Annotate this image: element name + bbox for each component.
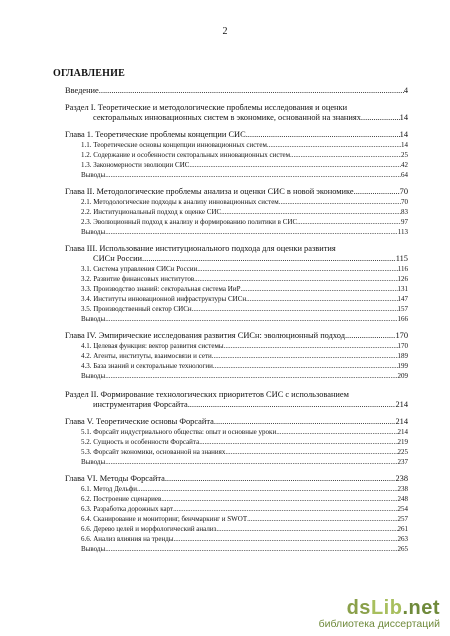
dslib-logo: dsLib.net библиотека диссертаций bbox=[318, 597, 440, 630]
toc-subentry[interactable]: Выводы ..... 64 bbox=[65, 170, 408, 180]
toc-subentry[interactable]: 6.2. Построение сценариев ..... 248 bbox=[65, 494, 408, 504]
toc-subentry[interactable]: 2.3. Эволюционный подход к анализу и формированию политики в СИС ..... 97 bbox=[65, 217, 408, 227]
toc-entry-section-2[interactable]: инструментария Форсайта ..... 214 bbox=[65, 400, 408, 410]
toc-subentry[interactable]: 3.5. Производственный сектор СИСн ..... 157 bbox=[65, 304, 408, 314]
toc-entry-ch1[interactable]: Глава 1. Теоретические проблемы концепции СИС ..... 14 bbox=[65, 130, 408, 140]
toc-entry-section-1[interactable]: секторальных инновационных систем в экономике, основанной на знаниях ..... 14 bbox=[65, 113, 408, 123]
toc-subentry[interactable]: 4.1. Целевая функция: вектор развития системы ..... 170 bbox=[65, 341, 408, 351]
toc-subentry[interactable]: 6.1. Метод Дельфи ..... 238 bbox=[65, 484, 408, 494]
chapter-4 bbox=[65, 331, 408, 381]
page-number: 2 bbox=[222, 26, 228, 37]
toc-subentry[interactable]: Выводы ..... 265 bbox=[65, 544, 408, 554]
toc-subentry[interactable]: 3.3. Производство знаний: секторальная система ИиР ..... 131 bbox=[65, 284, 408, 294]
toc-subentry[interactable]: 6.6. Анализ влияния на тренды ..... 263 bbox=[65, 534, 408, 544]
section-2-title: Раздел II. Формирование технологических приоритетов СИС с использованием bbox=[65, 390, 349, 399]
toc-entry-ch5[interactable]: Глава V. Теоретические основы Форсайта ..... 214 bbox=[65, 417, 408, 427]
toc-subentry[interactable]: 5.3. Форсайт экономики, основанной на знаниях ..... 225 bbox=[65, 447, 408, 457]
toc-subentry[interactable]: 5.1. Форсайт индустриального общества: опыт и основные уроки ..... 214 bbox=[65, 427, 408, 437]
logo-subtitle: библиотека диссертаций bbox=[318, 618, 440, 630]
toc-subentry[interactable]: 5.2. Сущность и особенности Форсайта ..... 219 bbox=[65, 437, 408, 447]
toc-heading: ОГЛАВЛЕНИЕ bbox=[53, 68, 125, 79]
toc-entry-intro[interactable]: Введение ..... 4 bbox=[65, 86, 408, 96]
toc-subentry[interactable]: 4.3. База знаний и секторальные технологии ..... 199 bbox=[65, 361, 408, 371]
toc-subentry[interactable]: 1.1. Теоретические основы концепции инновационных систем ..... 14 bbox=[65, 140, 408, 150]
toc-subentry[interactable]: 1.2. Содержание и особенности секторальных инновационных систем ..... 25 bbox=[65, 150, 408, 160]
chapter-2 bbox=[65, 187, 408, 237]
toc-subentry[interactable]: 6.6. Дерево целей и морфологический анализ ..... 261 bbox=[65, 524, 408, 534]
chapter-1 bbox=[65, 130, 408, 180]
chapter-3 bbox=[65, 244, 408, 324]
toc-subentry[interactable]: Выводы ..... 209 bbox=[65, 371, 408, 381]
toc-subentry[interactable]: 2.1. Методологические подходы к анализу инновационных систем ..... 70 bbox=[65, 197, 408, 207]
toc-entry-ch2[interactable]: Глава II. Методологические проблемы анализа и оценки СИС в новой экономике ..... 70 bbox=[65, 187, 408, 197]
toc-entry-chapter-3[interactable]: СИСн России ..... 115 bbox=[65, 254, 408, 264]
chapter-6 bbox=[65, 474, 408, 554]
toc-subentry[interactable]: 6.4. Сканирование и мониторинг, бенчмаркинг и SWOT ..... 257 bbox=[65, 514, 408, 524]
toc-subentry[interactable]: 2.2. Институциональный подход к оценке СИС ..... 83 bbox=[65, 207, 408, 217]
toc-subentry[interactable]: 4.2. Агенты, институты, взаимосвязи и сети ..... 189 bbox=[65, 351, 408, 361]
toc-subentry[interactable]: 3.1. Система управления СИСн России ..... 116 bbox=[65, 264, 408, 274]
chapter-3-title: Глава III. Использование институционального подхода для оценки развития bbox=[65, 244, 336, 253]
toc-entry-ch6[interactable]: Глава VI. Методы Форсайта ..... 238 bbox=[65, 474, 408, 484]
toc-subentry[interactable]: Выводы ..... 166 bbox=[65, 314, 408, 324]
toc-subentry[interactable]: Выводы ..... 237 bbox=[65, 457, 408, 467]
toc-subentry[interactable]: 3.4. Институты инновационной инфраструктуры СИСн ..... 147 bbox=[65, 294, 408, 304]
table-of-contents bbox=[65, 86, 408, 561]
toc-subentry[interactable]: Выводы ..... 113 bbox=[65, 227, 408, 237]
section-1-title: Раздел I. Теоретические и методологические проблемы исследования и оценки bbox=[65, 103, 348, 112]
toc-subentry[interactable]: 3.2. Развитие финансовых институтов ..... 126 bbox=[65, 274, 408, 284]
toc-subentry[interactable]: 6.3. Разработка дорожных карт ..... 254 bbox=[65, 504, 408, 514]
toc-subentry[interactable]: 1.3. Закономерности эволюции СИС ..... 42 bbox=[65, 160, 408, 170]
chapter-5 bbox=[65, 417, 408, 467]
toc-entry-ch4[interactable]: Глава IV. Эмпирические исследования развития СИСн: эволюционный подход ..... 170 bbox=[65, 331, 408, 341]
